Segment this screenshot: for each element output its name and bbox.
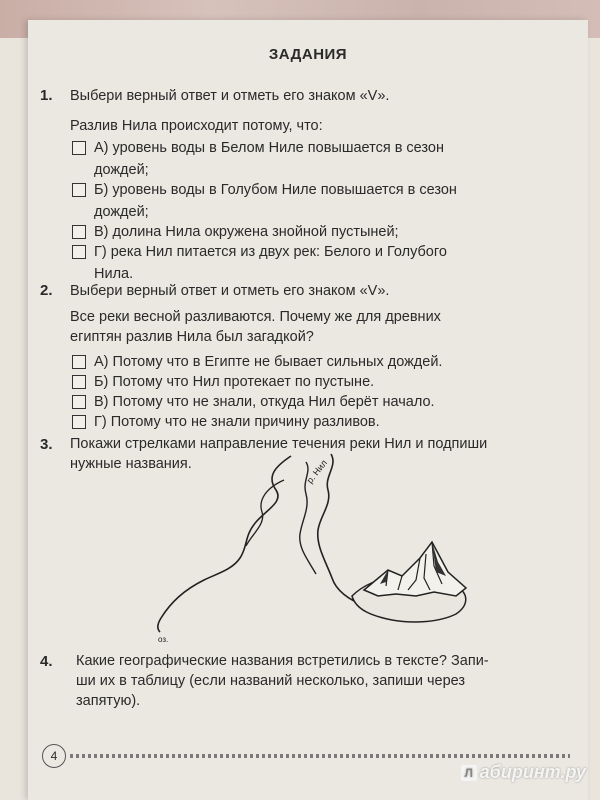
task-1-number: 1. <box>40 87 53 104</box>
mountain <box>364 542 466 596</box>
option-text: А) уровень воды в Белом Ниле повышается в сезон <box>94 140 444 156</box>
task-2-option-c[interactable] <box>72 394 435 410</box>
watermark <box>461 762 586 783</box>
task-1-instruction: Выбери верный ответ и отметь его знаком «V». <box>70 88 390 104</box>
checkbox[interactable] <box>72 395 86 409</box>
task-2-instruction: Выбери верный ответ и отметь его знаком «V». <box>70 283 390 299</box>
watermark-logo-icon: Л <box>461 765 477 781</box>
option-text: Г) Потому что не знали причину разливов. <box>94 414 380 430</box>
task-1-option-d-cont: Нила. <box>94 266 134 282</box>
task-3-number: 3. <box>40 436 53 453</box>
task-2-number: 2. <box>40 282 53 299</box>
checkbox[interactable] <box>72 375 86 389</box>
task-2-option-b[interactable] <box>72 374 374 390</box>
watermark-text: абиринт.ру <box>479 762 586 782</box>
task-1-option-a[interactable] <box>72 140 444 156</box>
task-2-option-a[interactable] <box>72 354 442 370</box>
task-4-line1: Какие географические названия встретились в тексте? Запи- <box>76 653 489 669</box>
option-text: А) Потому что в Египте не бывает сильных дождей. <box>94 354 443 370</box>
nile-map[interactable] <box>116 450 486 650</box>
river-label: р. Нил <box>304 457 330 486</box>
river-left-bank <box>158 456 291 632</box>
option-text: Б) уровень воды в Голубом Ниле повышается в сезон <box>94 182 457 198</box>
footer-divider <box>70 754 570 758</box>
task-4-line2: ши их в таблицу (если названий несколько, запиши через <box>76 673 466 689</box>
option-text: В) Потому что не знали, откуда Нил берёт начало. <box>94 394 435 410</box>
task-4-number: 4. <box>40 653 53 670</box>
task-3-line2: нужные названия. <box>70 456 192 472</box>
checkbox[interactable] <box>72 225 86 239</box>
task-2-option-d[interactable] <box>72 414 380 430</box>
checkbox[interactable] <box>72 141 86 155</box>
page-title: ЗАДАНИЯ <box>268 46 348 63</box>
task-3-line1: Покажи стрелками направление течения реки Нил и подпиши <box>70 436 488 452</box>
task-2-question-line2: египтян разлив Нила был загадкой? <box>70 329 314 345</box>
workbook-page <box>28 20 588 800</box>
task-4-line3: запятую). <box>76 693 141 709</box>
task-1-option-d[interactable] <box>72 244 447 260</box>
lake-label: оз. <box>158 635 169 644</box>
task-1-question: Разлив Нила происходит потому, что: <box>70 118 323 134</box>
task-1-option-b[interactable] <box>72 182 457 198</box>
task-2-question-line1: Все реки весной разливаются. Почему же для древних <box>70 309 441 325</box>
option-text: Б) Потому что Нил протекает по пустыне. <box>94 374 375 390</box>
checkbox[interactable] <box>72 415 86 429</box>
task-1-option-a-cont: дождей; <box>94 162 149 178</box>
checkbox[interactable] <box>72 355 86 369</box>
task-1-option-c[interactable] <box>72 224 399 240</box>
task-1-option-b-cont: дождей; <box>94 204 149 220</box>
option-text: В) долина Нила окружена знойной пустыней; <box>94 224 399 240</box>
option-text: Г) река Нил питается из двух рек: Белого и Голубого <box>94 244 447 260</box>
checkbox[interactable] <box>72 245 86 259</box>
checkbox[interactable] <box>72 183 86 197</box>
page-number: 4 <box>42 744 66 768</box>
